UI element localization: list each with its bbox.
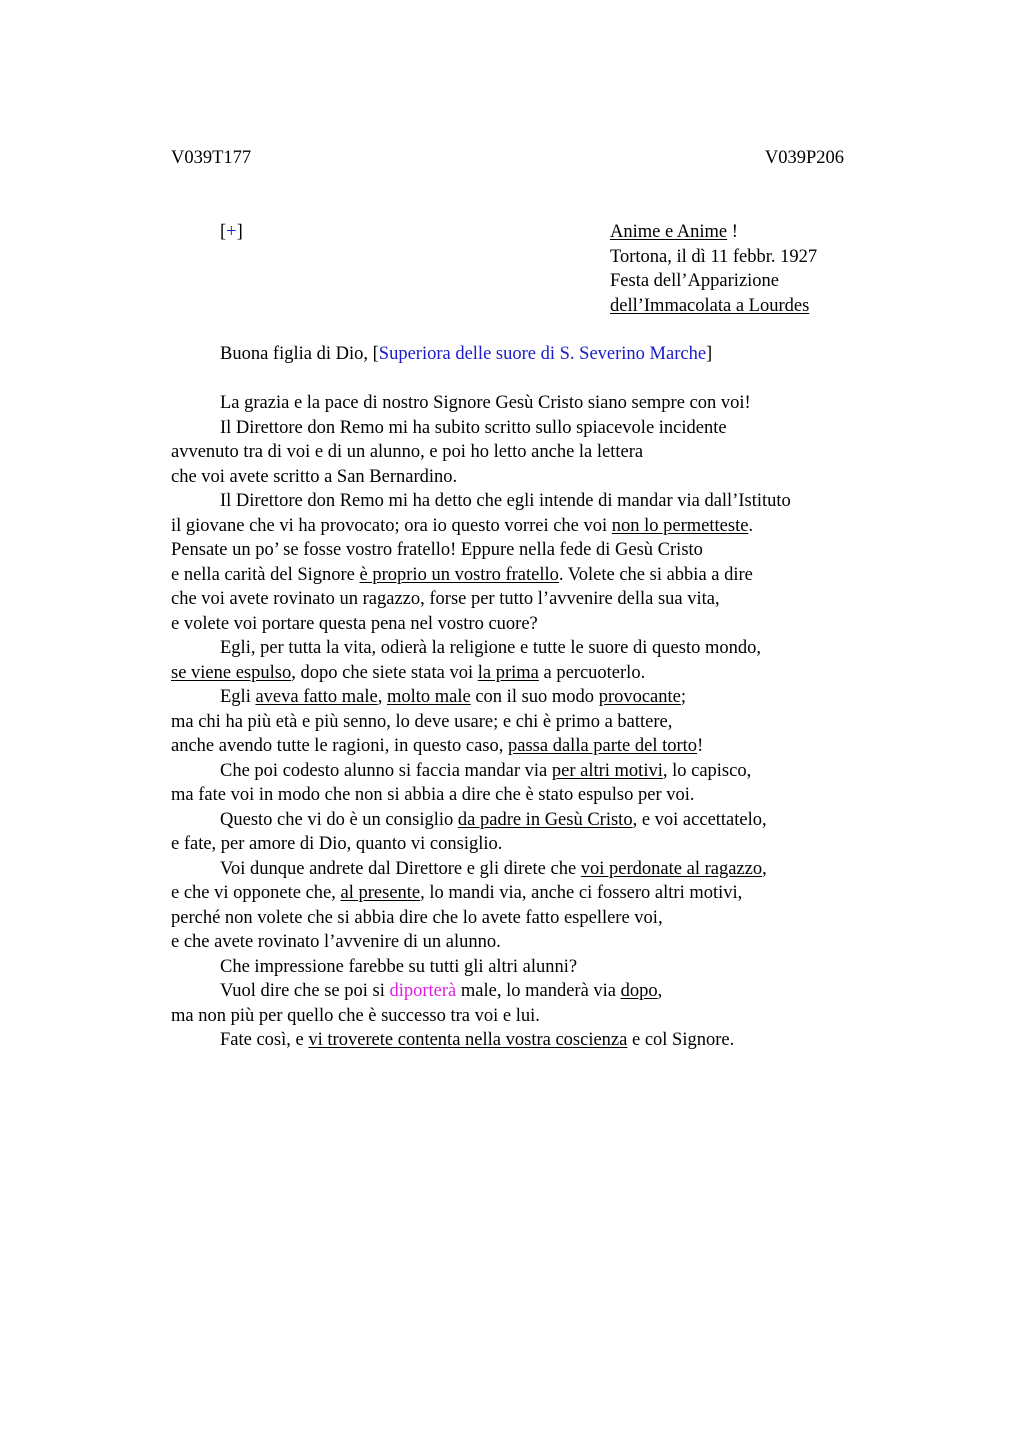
body-line: Che impressione farebbe su tutti gli altri alunni? [220, 956, 578, 977]
heading-title: Anime e Anime [610, 222, 728, 242]
recipient-note: Superiora delle suore di S. Severino Marche [378, 344, 707, 364]
body-line: e volete voi portare questa pena nel vostro cuore? [171, 613, 538, 634]
body-line [171, 514, 871, 539]
underlined-phrase: non lo permetteste [611, 515, 749, 536]
body-line [171, 563, 871, 588]
body-line: Egli, per tutta la vita, odierà la religione e tutte le suore di questo mondo, [220, 638, 761, 658]
salutation-text: Buona figlia di Dio, [220, 344, 373, 364]
bracket-open: [ [220, 222, 227, 242]
body-line [171, 759, 871, 784]
underlined-phrase: al presente [340, 883, 421, 903]
feast-line-2: dell’Immacolata a Lourdes [610, 295, 810, 316]
text-span: a percuoterlo. [538, 662, 646, 683]
text-span: Vuol dire che se poi si [220, 981, 390, 1001]
underlined-phrase: per altri motivi [551, 760, 663, 781]
body-line [171, 685, 871, 710]
body-line [171, 881, 871, 906]
document-code-left: V039T177 [171, 148, 252, 168]
heading-title-line [610, 220, 817, 245]
text-span: . Volete che si abbia a dire [558, 564, 753, 585]
body-line: La grazia e la pace di nostro Signore Gesù Cristo siano sempre con voi! [220, 393, 751, 413]
body-line [171, 979, 871, 1004]
text-span: Che poi codesto alunno si faccia mandar via [220, 760, 552, 781]
salutation-bracket-close: ] [706, 344, 713, 364]
body-line: ma fate voi in modo che non si abbia a dire che è stato espulso per voi. [171, 785, 695, 805]
body-line: avvenuto tra di voi e di un alunno, e poi ho letto anche la lettera [171, 442, 644, 462]
body-line: perché non volete che si abbia dire che lo avete fatto espellere voi, [171, 907, 663, 928]
salutation [220, 342, 712, 366]
bracket-close: ] [236, 222, 243, 242]
text-span: , [657, 981, 663, 1001]
body-line [171, 661, 871, 686]
letter-body [171, 391, 871, 1053]
text-span: Questo che vi do è un consiglio [220, 809, 458, 830]
text-span: e col Signore. [627, 1030, 735, 1050]
text-span: , e voi accettatelo, [632, 809, 767, 830]
text-span: con il suo modo [470, 687, 599, 707]
body-line [171, 857, 871, 882]
heading-title-suffix: ! [727, 222, 738, 242]
underlined-phrase: da padre in Gesù Cristo [457, 809, 633, 830]
text-span: , lo mandi via, anche ci fossero altri motivi, [420, 883, 743, 903]
body-line [171, 1028, 871, 1053]
underlined-phrase: è proprio un vostro fratello [359, 564, 559, 585]
letter-heading [610, 220, 817, 318]
text-span: Voi dunque andrete dal Direttore e gli direte che [220, 858, 581, 879]
highlighted-word: diporterà [389, 981, 457, 1001]
salutation-bracket-open: [ [372, 344, 379, 364]
underlined-phrase: voi perdonate al ragazzo [580, 858, 763, 879]
underlined-phrase: aveva fatto male [255, 687, 378, 707]
text-span: Fate così, e [220, 1030, 309, 1050]
text-span: anche avendo tutte le ragioni, in questo caso, [171, 736, 509, 756]
text-span: Egli [220, 687, 256, 707]
expand-plus-link[interactable]: + [226, 222, 237, 242]
text-span: il giovane che vi ha provocato; ora io questo vorrei che voi [171, 515, 612, 536]
body-line: e che avete rovinato l’avvenire di un alunno. [171, 932, 501, 952]
body-line [171, 808, 871, 833]
body-line: Pensate un po’ se fosse vostro fratello! Eppure nella fede di Gesù Cristo [171, 540, 703, 560]
underlined-phrase: passa dalla parte del torto [508, 736, 698, 756]
body-line: che voi avete rovinato un ragazzo, forse per tutto l’avvenire della sua vita, [171, 589, 720, 609]
underlined-phrase: provocante [598, 687, 681, 707]
body-line: ma non più per quello che è successo tra voi e lui. [171, 1005, 540, 1026]
text-span: . [748, 515, 754, 536]
underlined-phrase: dopo [620, 981, 658, 1001]
text-span: e che vi opponete che, [171, 883, 341, 903]
body-line: e fate, per amore di Dio, quanto vi consiglio. [171, 834, 503, 854]
text-span: male, lo manderà via [456, 981, 621, 1001]
body-line: ma chi ha più età e più senno, lo deve usare; e chi è primo a battere, [171, 711, 673, 732]
place-date: Tortona, il dì 11 febbr. 1927 [610, 246, 818, 267]
text-span: ; [680, 687, 687, 707]
text-span: , [762, 858, 767, 879]
underlined-phrase: molto male [386, 687, 471, 707]
body-line: Il Direttore don Remo mi ha detto che egli intende di mandar via dall’Istituto [220, 491, 791, 511]
feast-line-1: Festa dell’Apparizione [610, 271, 780, 291]
expand-note-marker[interactable] [220, 220, 243, 244]
text-span: , dopo che siete stata voi [291, 662, 478, 683]
body-line: Il Direttore don Remo mi ha subito scritto sullo spiacevole incidente [220, 417, 727, 438]
underlined-phrase: la prima [477, 662, 539, 683]
text-span: e nella carità del Signore [171, 564, 360, 585]
underlined-phrase: vi troverete contenta nella vostra coscienza [308, 1030, 628, 1050]
text-span: , [377, 687, 387, 707]
body-line [171, 734, 871, 759]
text-span: , lo capisco, [662, 760, 752, 781]
document-code-right: V039P206 [764, 148, 844, 168]
underlined-phrase: se viene espulso [171, 662, 292, 683]
text-span: ! [697, 736, 704, 756]
body-line: che voi avete scritto a San Bernardino. [171, 466, 458, 487]
